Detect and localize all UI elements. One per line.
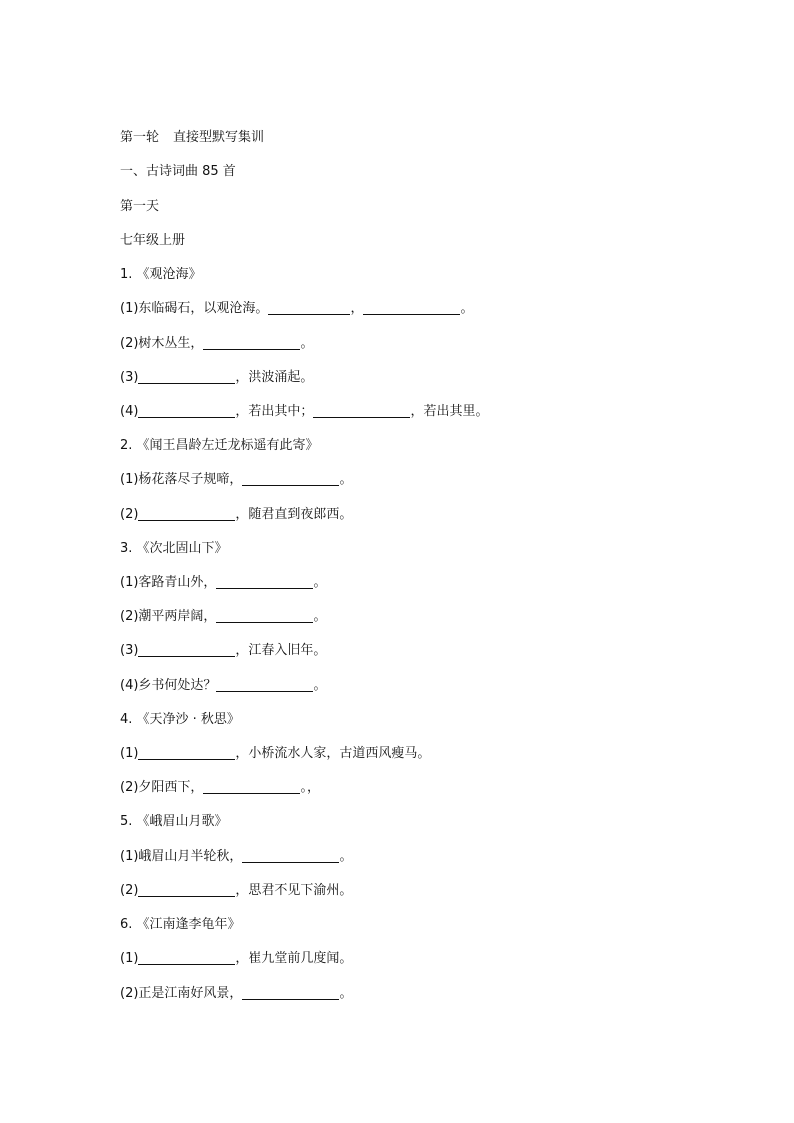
question-text: 客路青山外， [138, 575, 217, 590]
question-text: 。 [313, 609, 327, 624]
question-label: (4) [120, 404, 139, 419]
title-part-2: 直接型默写集训 [173, 130, 265, 145]
question-line [120, 471, 352, 489]
question-label: (1) [120, 301, 139, 316]
section-heading: 一、古诗词曲 85 首 [120, 164, 236, 179]
poem-title: 5. 《峨眉山月歌》 [120, 814, 228, 829]
question-label: (1) [120, 746, 139, 761]
answer-blank[interactable] [216, 575, 313, 589]
question-label: (1) [120, 951, 139, 966]
poem-title: 1. 《观沧海》 [120, 267, 202, 282]
day-heading: 第一天 [120, 199, 160, 214]
answer-blank[interactable] [216, 609, 313, 623]
poem-title: 6. 《江南逢李龟年》 [120, 917, 241, 932]
grade-heading: 七年级上册 [120, 233, 186, 248]
question-text: 东临碣石，以观沧海。 [138, 301, 269, 316]
question-text: ，洪波涌起。 [235, 370, 314, 385]
question-text: 树木丛生， [138, 336, 204, 351]
question-label: (2) [120, 883, 139, 898]
question-line [120, 642, 326, 660]
question-line [120, 574, 326, 592]
question-text: 潮平两岸阔， [138, 609, 217, 624]
question-text: 。 [460, 301, 474, 316]
answer-blank[interactable] [268, 301, 350, 315]
answer-blank[interactable] [216, 678, 313, 692]
answer-blank[interactable] [313, 404, 410, 418]
question-text: ， [350, 301, 364, 316]
question-line [120, 403, 488, 421]
document-title [120, 129, 264, 147]
answer-blank[interactable] [363, 301, 460, 315]
answer-blank[interactable] [138, 643, 235, 657]
question-label: (3) [120, 370, 139, 385]
answer-blank[interactable] [138, 883, 235, 897]
question-line [120, 950, 352, 968]
question-label: (2) [120, 507, 139, 522]
poem-title: 3. 《次北固山下》 [120, 541, 228, 556]
answer-blank[interactable] [138, 746, 235, 760]
question-text: 乡书何处达？ [138, 678, 217, 693]
question-label: (4) [120, 678, 139, 693]
question-text: ，崔九堂前几度闻。 [235, 951, 353, 966]
question-label: (1) [120, 575, 139, 590]
question-text: 。 [339, 986, 353, 1001]
answer-blank[interactable] [242, 986, 339, 1000]
question-line [120, 779, 320, 797]
question-text: 夕阳西下， [138, 780, 204, 795]
answer-blank[interactable] [242, 472, 339, 486]
answer-blank[interactable] [138, 370, 235, 384]
question-text: 。 [313, 575, 327, 590]
question-line [120, 506, 352, 524]
poem-title: 2. 《闻王昌龄左迁龙标遥有此寄》 [120, 438, 319, 453]
question-line [120, 608, 326, 626]
question-label: (1) [120, 472, 139, 487]
question-line [120, 300, 473, 318]
question-line [120, 745, 430, 763]
question-text: ，小桥流水人家，古道西风瘦马。 [235, 746, 431, 761]
answer-blank[interactable] [242, 849, 339, 863]
question-text: 。 [339, 472, 353, 487]
answer-blank[interactable] [203, 780, 300, 794]
answer-blank[interactable] [138, 404, 235, 418]
question-line [120, 985, 352, 1003]
answer-blank[interactable] [138, 951, 235, 965]
question-label: (2) [120, 609, 139, 624]
question-label: (2) [120, 986, 139, 1001]
title-part-1: 第一轮 [120, 130, 160, 145]
question-text: ，若出其里。 [410, 404, 489, 419]
answer-blank[interactable] [138, 507, 235, 521]
question-text: 。 [300, 336, 314, 351]
question-label: (2) [120, 336, 139, 351]
question-text: ，随君直到夜郎西。 [235, 507, 353, 522]
question-text: ，若出其中； [235, 404, 314, 419]
question-text: 。 [339, 849, 353, 864]
poem-title: 4. 《天净沙 · 秋思》 [120, 712, 240, 727]
question-line [120, 848, 352, 866]
question-text: 。 [313, 678, 327, 693]
question-line [120, 335, 313, 353]
question-text: ，江春入旧年。 [235, 643, 327, 658]
question-text: 杨花落尽子规啼， [138, 472, 243, 487]
question-line [120, 369, 313, 387]
question-line [120, 677, 326, 695]
question-text: 峨眉山月半轮秋， [138, 849, 243, 864]
question-text: ，思君不见下渝州。 [235, 883, 353, 898]
question-label: (2) [120, 780, 139, 795]
question-text: 。， [300, 780, 320, 795]
question-label: (1) [120, 849, 139, 864]
question-line [120, 882, 352, 900]
answer-blank[interactable] [203, 336, 300, 350]
question-label: (3) [120, 643, 139, 658]
question-text: 正是江南好风景， [138, 986, 243, 1001]
